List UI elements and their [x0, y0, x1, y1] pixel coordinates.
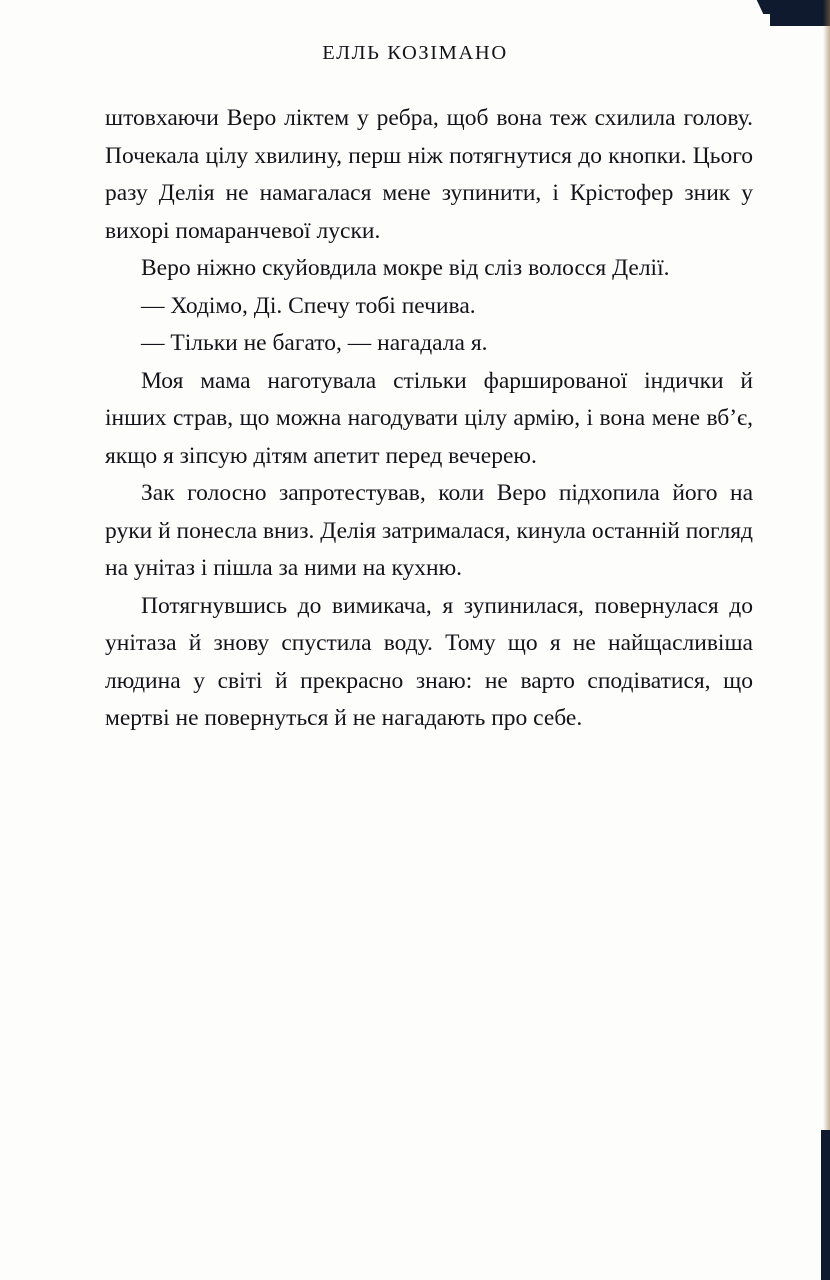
running-head-author: ЕЛЛЬ КОЗІМАНО: [322, 42, 508, 64]
page-body-text: [105, 100, 753, 738]
cover-edge-bottom: [821, 1130, 830, 1280]
paragraph: штовхаючи Веро ліктем у ребра, щоб вона теж схилила голову. Почекала цілу хвилину, перш ніж потягнутися до кнопки. Цього разу Делія не намагалася мене зупинити, і Крістофер зник у вихорі помаранчевої луски.: [105, 105, 753, 244]
paragraph: Потягнувшись до вимикача, я зупинилася, повернулася до унітаза й знову спустила воду. Тому що я не найщасливіша людина у світі й прекрасно знаю: не варто сподіватися, що мертві не повернуться й не нагадають про себе.: [105, 592, 753, 731]
page-edge-shadow: [823, 0, 830, 1280]
paragraph: Веро ніжно скуйовдила мокре від сліз волосся Делії.: [141, 255, 670, 281]
paragraph: — Ходімо, Ді. Спечу тобі печива.: [141, 292, 476, 319]
cover-corner-bleed: [770, 0, 830, 26]
paragraph: Зак голосно запротестував, коли Веро підхопила його на руки й понесла вниз. Делія затрималася, кинула останній погляд на унітаз і пішла за ними на кухню.: [105, 480, 753, 581]
paragraph: — Тільки не багато, — нагадала я.: [141, 330, 488, 356]
paragraph: Моя мама наготувала стільки фаршированої індички й інших страв, що можна нагодувати цілу армію, і вона мене вб’є, якщо я зіпсую дітям апетит перед вечерею.: [105, 367, 753, 469]
